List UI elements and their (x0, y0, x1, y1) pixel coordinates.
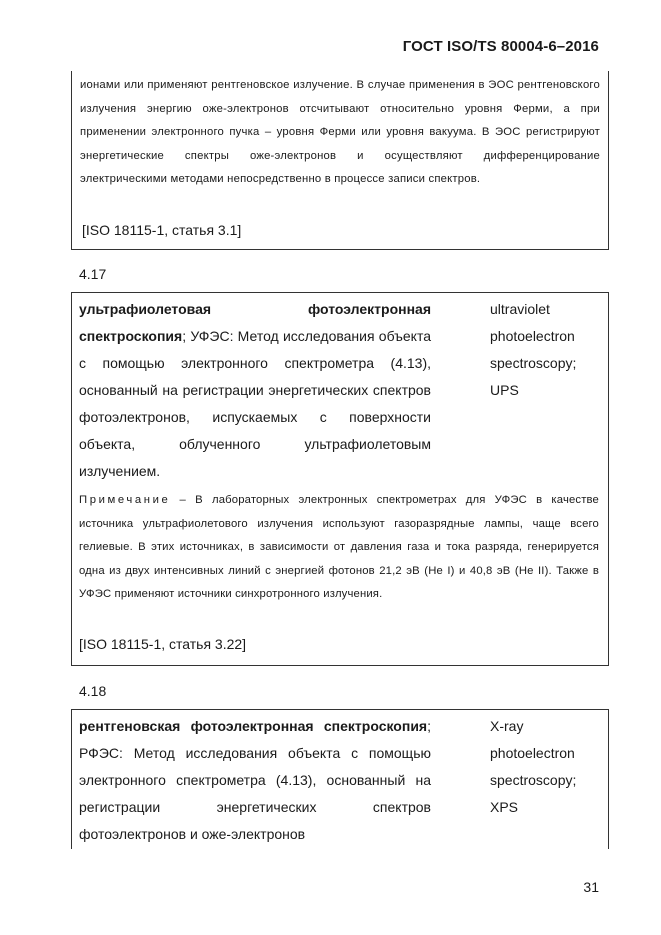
source-reference: [ISO 18115-1, статья 3.1] (82, 222, 242, 238)
note-text: – В лабораторных электронных спектрометрах для УФЭС в качестве источника ультрафиолетового излучения используют газоразрядные лампы, чаще всего гелиевые. В этих источниках, в зависимости от давления газа и тока разряда, генерируется одна из двух интенсивных линий с энергией фотонов 21,2 эВ (He I) и 40,8 эВ (He II). Также в УФЭС применяют источники синхротронного излучения. (79, 494, 599, 601)
page-number: 31 (583, 879, 599, 895)
english-term-line: XPS (490, 799, 519, 815)
term-definition (79, 296, 431, 485)
english-term-line: X-ray (490, 718, 524, 734)
note-paragraph (79, 489, 599, 607)
continued-definition-text: ионами или применяют рентгеновское излучение. В случае применения в ЭОС рентгеновского излучения энергию оже-электронов отсчитывают относительно уровня Ферми, а при применении электронного пучка – уровня Ферми или уровня вакуума. В ЭОС регистрируют энергетические спектры оже-электронов и осуществляют дифференцирование электрическими методами непосредственно в процессе записи спектров. (80, 79, 600, 186)
note-label: Примечание (79, 494, 171, 506)
definition-text: ; УФЭС: Метод исследования объекта с помощью электронного спектрометра (4.13), основанный на регистрации энергетических спектров фотоэлектронов, испускаемых с поверхности объекта, облученного ультрафиолетовым излучением. (79, 328, 431, 479)
term-title: ультрафиолетовая фотоэлектронная спектроскопия (79, 301, 431, 344)
english-term-line: ultraviolet (490, 301, 550, 317)
english-term-line: UPS (490, 382, 519, 398)
term-definition (79, 713, 431, 848)
entry-number: 4.17 (79, 266, 107, 282)
entry-number: 4.18 (79, 683, 107, 699)
term-entry-box (71, 292, 609, 666)
term-entry-box (71, 709, 609, 849)
document-header: ГОСТ ISO/TS 80004-6–2016 (402, 38, 599, 55)
english-term-line: spectroscopy; (490, 355, 577, 371)
english-term (490, 296, 576, 404)
term-title: рентгеновская фотоэлектронная спектроскопия (79, 718, 428, 734)
continued-entry-box (71, 71, 609, 250)
english-term-line: photoelectron (490, 745, 575, 761)
source-reference: [ISO 18115-1, статья 3.22] (79, 636, 247, 652)
english-term-line: photoelectron (490, 328, 575, 344)
english-term-line: spectroscopy; (490, 772, 577, 788)
english-term (490, 713, 576, 821)
definition-text: ; РФЭС: Метод исследования объекта с помощью электронного спектрометра (4.13), основанный на регистрации энергетических спектров фотоэлектронов и оже-электронов (79, 718, 431, 842)
